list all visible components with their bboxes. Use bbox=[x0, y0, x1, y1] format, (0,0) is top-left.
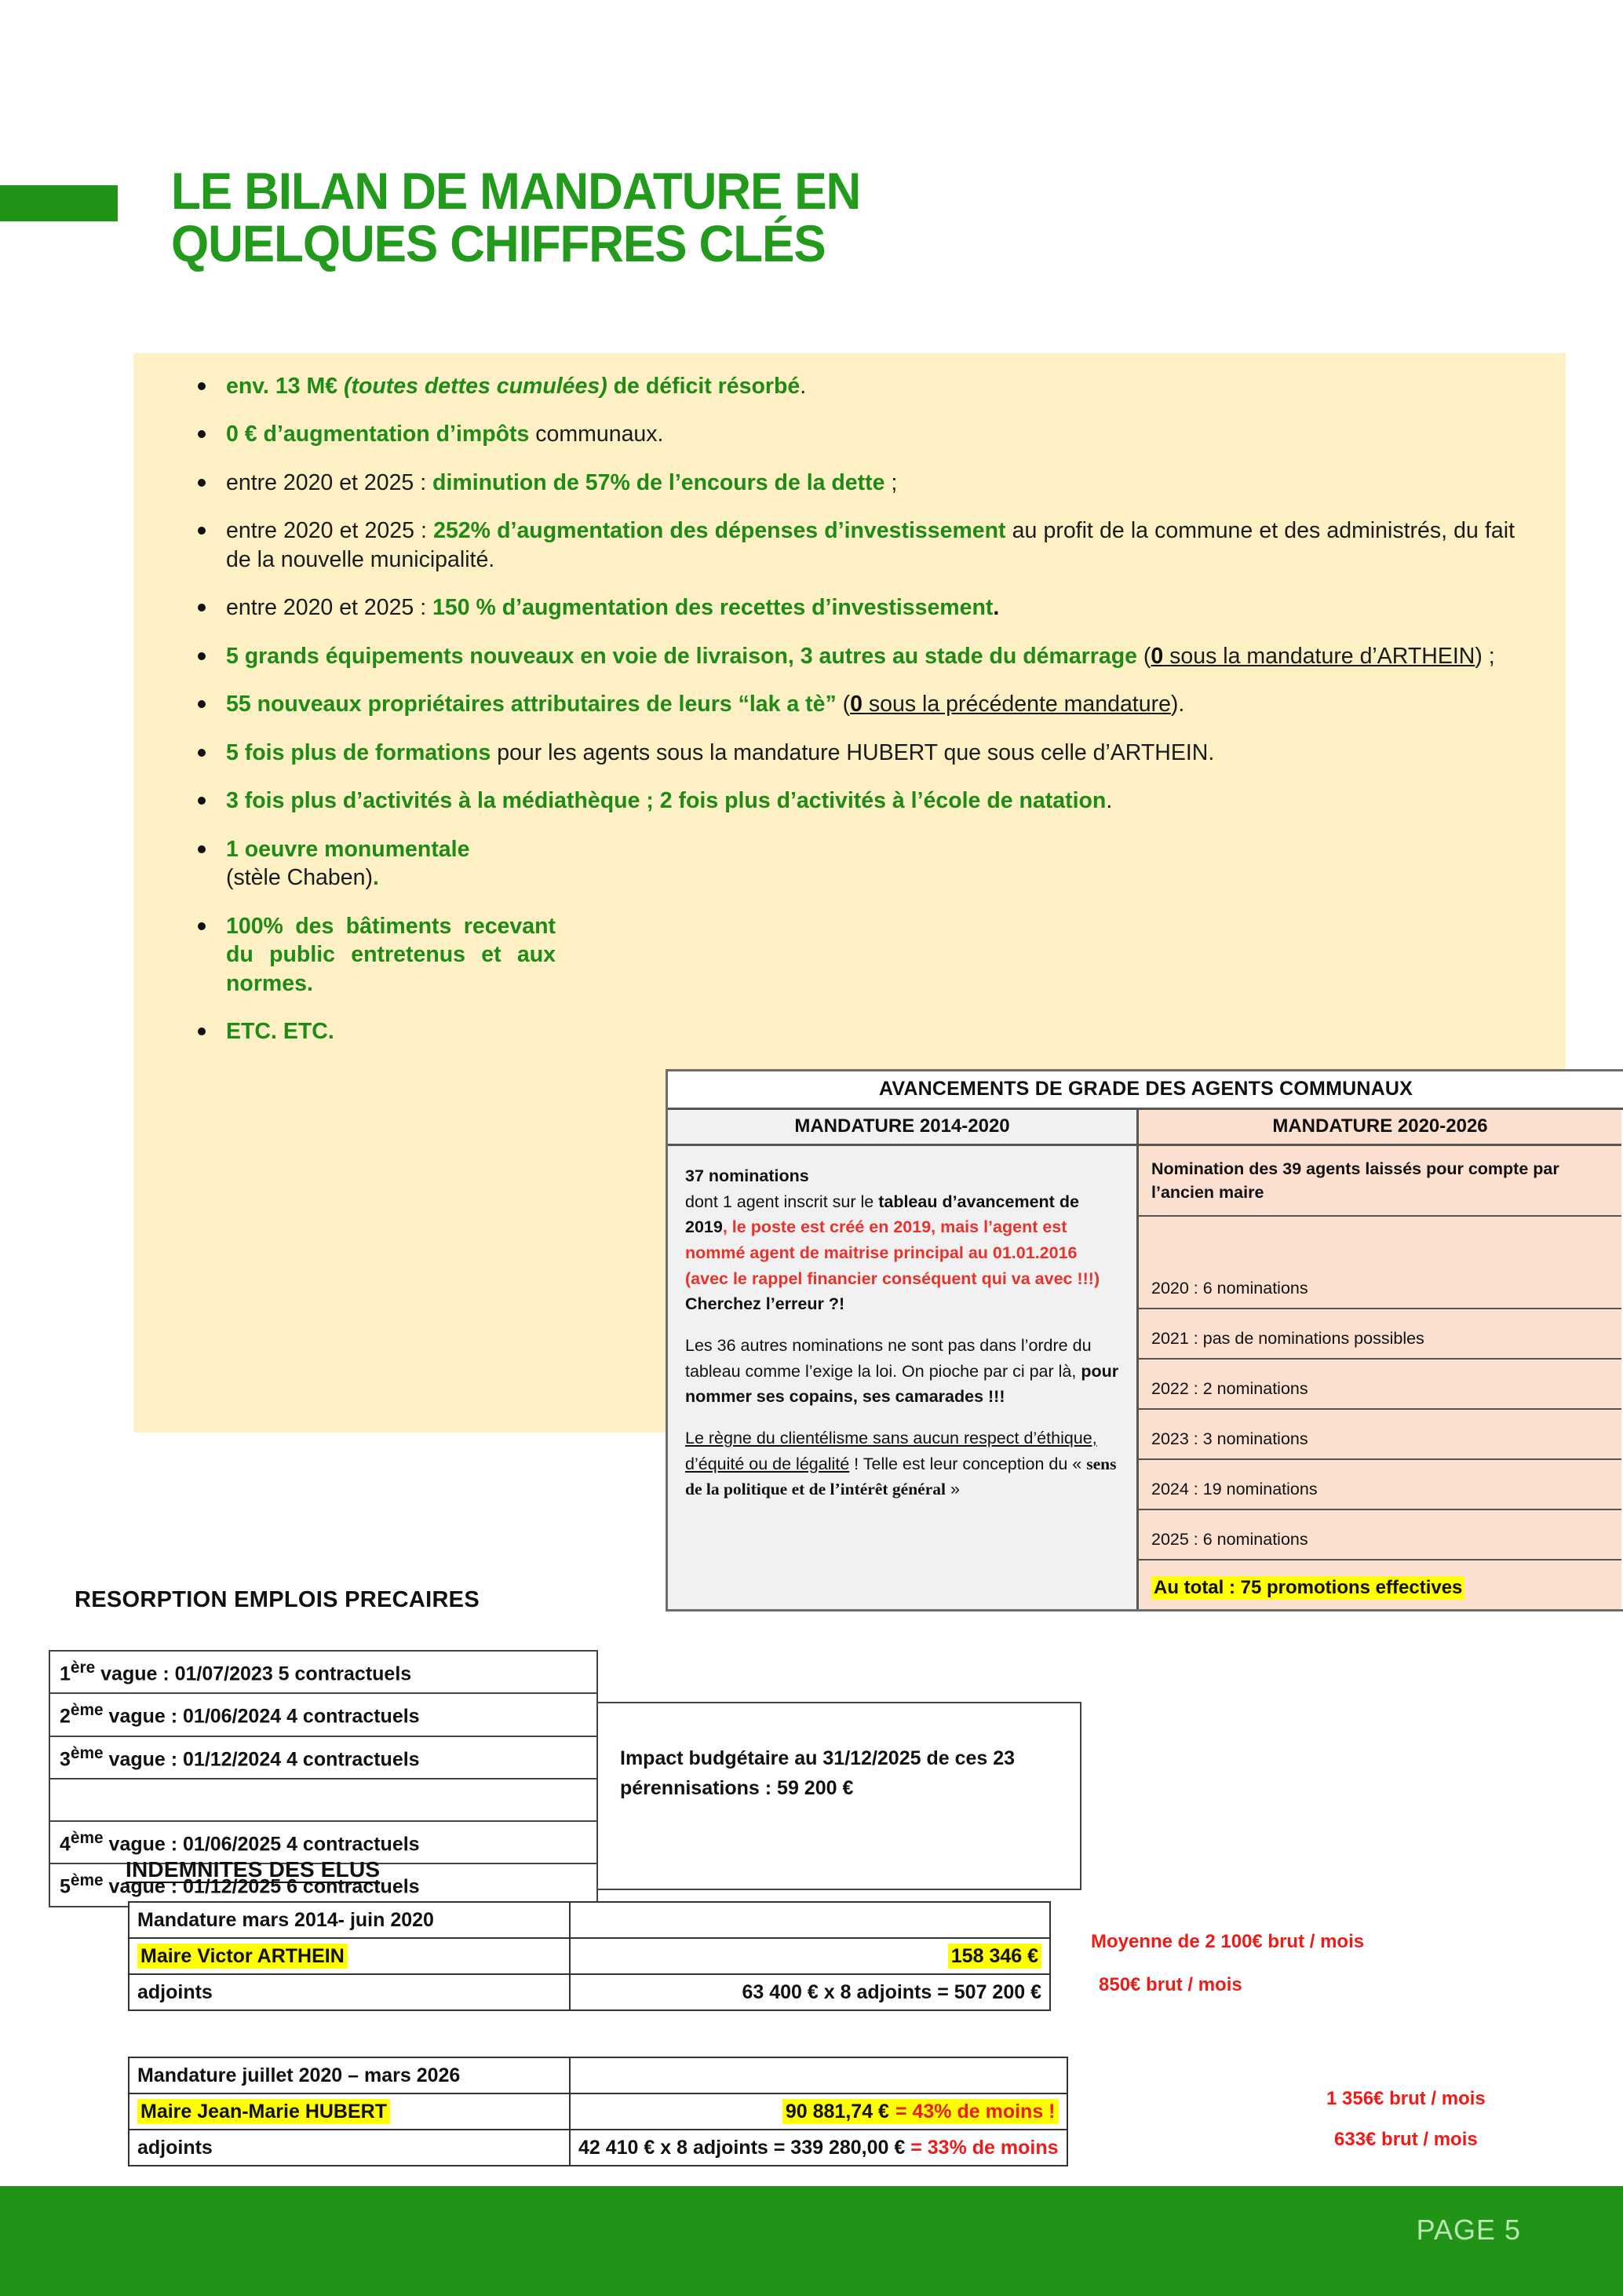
list-item bbox=[181, 787, 1515, 815]
table-row bbox=[129, 1938, 1050, 1974]
bullet-8-tail: pour les agents sous la mandature HUBERT que sous celle d’ARTHEIN. bbox=[491, 739, 1215, 765]
mandature-value bbox=[570, 2057, 1067, 2093]
p1-red-1: , le poste est créé en 2019, mais l’agent est nommé agent de maitrise principal au bbox=[685, 1217, 1067, 1263]
indemnites-note-maire-2: 1 356€ brut / mois bbox=[1326, 2088, 1486, 2109]
list-item bbox=[181, 372, 1515, 400]
bullet-8-green: 5 fois plus de formations bbox=[226, 739, 491, 765]
bullet-1-mid: de déficit résorbé bbox=[607, 374, 801, 399]
table-row: 2023 : 3 nominations bbox=[1139, 1410, 1621, 1460]
table-row bbox=[129, 1902, 1050, 1938]
avancements-column-2014-2020 bbox=[668, 1110, 1139, 1609]
vague-ordinal: ème bbox=[70, 1743, 104, 1762]
list-item bbox=[181, 690, 1515, 718]
bullet-6-green: 5 grands équipements nouveaux en voie de livraison, 3 autres au stade du démarrage bbox=[226, 643, 1137, 669]
avancements-paragraph-2 bbox=[685, 1333, 1122, 1410]
list-item bbox=[181, 642, 1515, 670]
promotions-total: Au total : 75 promotions effectives bbox=[1151, 1576, 1464, 1600]
nominations-count: 37 nominations bbox=[685, 1166, 809, 1185]
bullet-9-tail: . bbox=[1106, 788, 1113, 814]
page-title bbox=[171, 162, 1204, 273]
vague-detail: vague : 01/12/2025 6 contractuels bbox=[103, 1875, 420, 1898]
indemnites-note-adjoints-1: 850€ brut / mois bbox=[1099, 1974, 1242, 1995]
list-item bbox=[181, 739, 1515, 767]
mandature-label: Mandature juillet 2020 – mars 2026 bbox=[129, 2057, 570, 2093]
indemnites-note-maire-1: Moyenne de 2 100€ brut / mois bbox=[1091, 1931, 1365, 1952]
bullet-3-lead: entre 2020 et 2025 : bbox=[226, 469, 433, 495]
bullet-6-paren-open: ( bbox=[1136, 643, 1151, 669]
vague-detail: vague : 01/07/2023 5 contractuels bbox=[95, 1663, 412, 1685]
list-item bbox=[181, 912, 556, 998]
bullet-1-tail: . bbox=[800, 374, 807, 399]
bullet-11-green: 100% des bâtiments recevant du public entretenus et aux normes. bbox=[226, 913, 556, 996]
vague-number: 2 bbox=[60, 1705, 71, 1728]
table-row-spacer bbox=[49, 1779, 597, 1821]
maire-amount: 158 346 € bbox=[948, 1944, 1041, 1969]
bullet-5-tail: . bbox=[993, 595, 1000, 621]
bullet-2-lead: 0 € d’augmentation d’impôts bbox=[226, 422, 530, 447]
adjoints-label: adjoints bbox=[129, 2130, 570, 2166]
page-title-line-1: LE BILAN DE MANDATURE EN bbox=[171, 162, 861, 220]
avancements-paragraph-1 bbox=[685, 1163, 1122, 1317]
table-row: 2020 : 6 nominations bbox=[1139, 1217, 1621, 1309]
vague-ordinal: ère bbox=[70, 1659, 96, 1677]
vague-number: 3 bbox=[60, 1747, 71, 1770]
maire-label-cell bbox=[129, 2093, 570, 2130]
maire-name: Maire Jean-Marie HUBERT bbox=[137, 2099, 390, 2124]
bullet-6-paren-close: ) ; bbox=[1475, 643, 1495, 669]
table-row-total bbox=[1139, 1560, 1621, 1609]
adjoints-label: adjoints bbox=[129, 1974, 570, 2010]
bullet-9-green: 3 fois plus d’activités à la médiathèque ; 2 fois plus d’activités à l’école de natation bbox=[226, 788, 1107, 814]
p2-part-b: pour nommer ses copains, ses camarades !!! bbox=[685, 1361, 1119, 1407]
bullet-7-green: 55 nouveaux propriétaires attributaires de leurs “lak a tè” bbox=[226, 692, 837, 717]
bullet-12-green: ETC. ETC. bbox=[226, 1019, 334, 1045]
vague-detail: vague : 01/06/2024 4 contractuels bbox=[103, 1705, 420, 1728]
vague-number: 5 bbox=[60, 1875, 71, 1898]
p3-serif-quote: sens de la politique et de l’intérêt général bbox=[685, 1454, 1117, 1499]
p1-part-a: dont 1 agent inscrit sur le bbox=[685, 1192, 879, 1211]
bullet-4-green: 252% d’augmentation des dépenses d’investissement bbox=[433, 518, 1006, 544]
avancements-paragraph-3 bbox=[685, 1425, 1122, 1502]
table-row: 2022 : 2 nominations bbox=[1139, 1360, 1621, 1410]
adjoints-reduction: = 33% de moins bbox=[910, 2136, 1059, 2159]
bullet-6-underlined: sous la mandature d’ARTHEIN bbox=[1163, 643, 1475, 669]
table-row bbox=[49, 1736, 597, 1779]
list-item bbox=[181, 517, 1515, 574]
table-row bbox=[49, 1693, 597, 1736]
bullet-7-underlined: sous la précédente mandature bbox=[863, 692, 1171, 717]
maire-reduction: = 43% de moins ! bbox=[892, 2099, 1059, 2124]
bullet-1-lead: env. 13 M€ bbox=[226, 374, 344, 399]
mandature-value bbox=[570, 1902, 1050, 1938]
p3-underlined: Le règne du clientélisme sans aucun respect d’éthique, d’équité ou de légalité bbox=[685, 1429, 1097, 1473]
page-number: PAGE 5 bbox=[1416, 2214, 1521, 2246]
bullet-4-tail: au profit de la commune et des administrés, du fait de la nouvelle municipalité. bbox=[226, 518, 1515, 572]
bullet-1-emphasis: (toutes dettes cumulées) bbox=[343, 374, 607, 399]
column-header-2014-2020: MANDATURE 2014-2020 bbox=[668, 1110, 1136, 1146]
list-item bbox=[181, 469, 1515, 497]
column-header-2020-2026: MANDATURE 2020-2026 bbox=[1139, 1110, 1621, 1146]
list-item bbox=[181, 1017, 1515, 1046]
table-row: 2025 : 6 nominations bbox=[1139, 1510, 1621, 1560]
vague-ordinal: ème bbox=[70, 1828, 104, 1847]
footer-bar bbox=[0, 2186, 1623, 2296]
bullet-6-zero: 0 bbox=[1151, 643, 1164, 669]
p3-part-b: » bbox=[946, 1480, 960, 1499]
table-row bbox=[129, 1974, 1050, 2010]
maire-amount-cell bbox=[570, 1938, 1050, 1974]
maire-amount: 90 881,74 € bbox=[782, 2099, 892, 2124]
vague-ordinal: ème bbox=[70, 1701, 104, 1720]
vague-detail: vague : 01/06/2025 4 contractuels bbox=[103, 1833, 420, 1856]
vague-number: 4 bbox=[60, 1833, 71, 1856]
bullet-7-paren-open: ( bbox=[836, 692, 851, 717]
vague-number: 1 bbox=[60, 1663, 71, 1685]
vague-ordinal: ème bbox=[70, 1871, 104, 1890]
bullet-2-tail: communaux. bbox=[529, 422, 664, 447]
avancements-column-2020-2026 bbox=[1139, 1110, 1621, 1609]
bullet-4-lead: entre 2020 et 2025 : bbox=[226, 518, 434, 544]
bullet-5-lead: entre 2020 et 2025 : bbox=[226, 595, 433, 621]
indemnites-table-2020-2026 bbox=[128, 2057, 1068, 2166]
avancements-title: AVANCEMENTS DE GRADE DES AGENTS COMMUNAUX bbox=[668, 1071, 1623, 1110]
impact-budgetaire-box: Impact budgétaire au 31/12/2025 de ces 23 pérennisations : 59 200 € bbox=[598, 1702, 1081, 1890]
table-row bbox=[129, 2130, 1067, 2166]
adjoints-amount: 42 410 € x 8 adjoints = 339 280,00 € bbox=[578, 2136, 906, 2159]
table-row bbox=[129, 2057, 1067, 2093]
resorption-section-title: RESORPTION EMPLOIS PRECAIRES bbox=[75, 1587, 480, 1612]
vague-detail: vague : 01/12/2024 4 contractuels bbox=[103, 1747, 420, 1770]
bullet-10-green: 1 oeuvre monumentale bbox=[226, 836, 470, 862]
indemnites-section-title: INDEMNITES DES ELUS bbox=[126, 1857, 381, 1882]
bullet-5-green: 150 % d’augmentation des recettes d’investissement bbox=[432, 595, 994, 621]
adjoints-amount-cell bbox=[570, 2130, 1067, 2166]
table-row: 2021 : pas de nominations possibles bbox=[1139, 1309, 1621, 1360]
p3-part-a: ! Telle est leur conception du « bbox=[849, 1454, 1087, 1473]
key-figures-list bbox=[181, 372, 1515, 1066]
indemnites-note-adjoints-2: 633€ brut / mois bbox=[1334, 2129, 1478, 2150]
spacer-cell bbox=[49, 1779, 597, 1821]
table-row bbox=[129, 2093, 1067, 2130]
p1-part-c: Cherchez l’erreur ?! bbox=[685, 1294, 845, 1314]
table-row: 2024 : 19 nominations bbox=[1139, 1460, 1621, 1510]
vague-cell bbox=[49, 1736, 597, 1779]
bullet-10-black: (stèle Chaben) bbox=[226, 865, 373, 891]
list-item bbox=[181, 835, 775, 892]
indemnites-table-2014-2020 bbox=[128, 1901, 1051, 2011]
bullet-7-paren-close: ). bbox=[1170, 692, 1185, 717]
table-row bbox=[49, 1651, 597, 1693]
page-title-line-2: QUELQUES CHIFFRES CLÉS bbox=[171, 214, 826, 273]
maire-amount-cell bbox=[570, 2093, 1067, 2130]
table-row: Nomination des 39 agents laissés pour compte par l’ancien maire bbox=[1139, 1146, 1621, 1217]
p2-part-a: Les 36 autres nominations ne sont pas dans l’ordre du tableau comme l’exige la loi. On pioche par ci par là, bbox=[685, 1336, 1092, 1381]
adjoints-amount: 63 400 € x 8 adjoints = 507 200 € bbox=[570, 1974, 1050, 2010]
mandature-label: Mandature mars 2014- juin 2020 bbox=[129, 1902, 570, 1938]
list-item bbox=[181, 420, 1515, 448]
vague-cell bbox=[49, 1651, 597, 1693]
maire-label-cell bbox=[129, 1938, 570, 1974]
bullet-7-zero: 0 bbox=[850, 692, 863, 717]
bullet-3-tail: ; bbox=[884, 469, 898, 495]
p1-red-2: (avec le rappel financier conséquent qui va avec !!!) bbox=[685, 1268, 1100, 1288]
avancements-de-grade-table bbox=[666, 1069, 1623, 1612]
p1-part-b: tableau d’avancement de 2019 bbox=[685, 1192, 1079, 1237]
list-item bbox=[181, 593, 1515, 622]
vague-cell bbox=[49, 1693, 597, 1736]
maire-name: Maire Victor ARTHEIN bbox=[137, 1944, 348, 1969]
title-accent-bar bbox=[0, 185, 118, 221]
p1-red-date: 01.01.2016 bbox=[992, 1243, 1078, 1263]
page-header bbox=[0, 162, 1623, 345]
bullet-10-tail: . bbox=[372, 865, 379, 891]
bullet-3-green: diminution de 57% de l’encours de la dette bbox=[432, 469, 885, 495]
